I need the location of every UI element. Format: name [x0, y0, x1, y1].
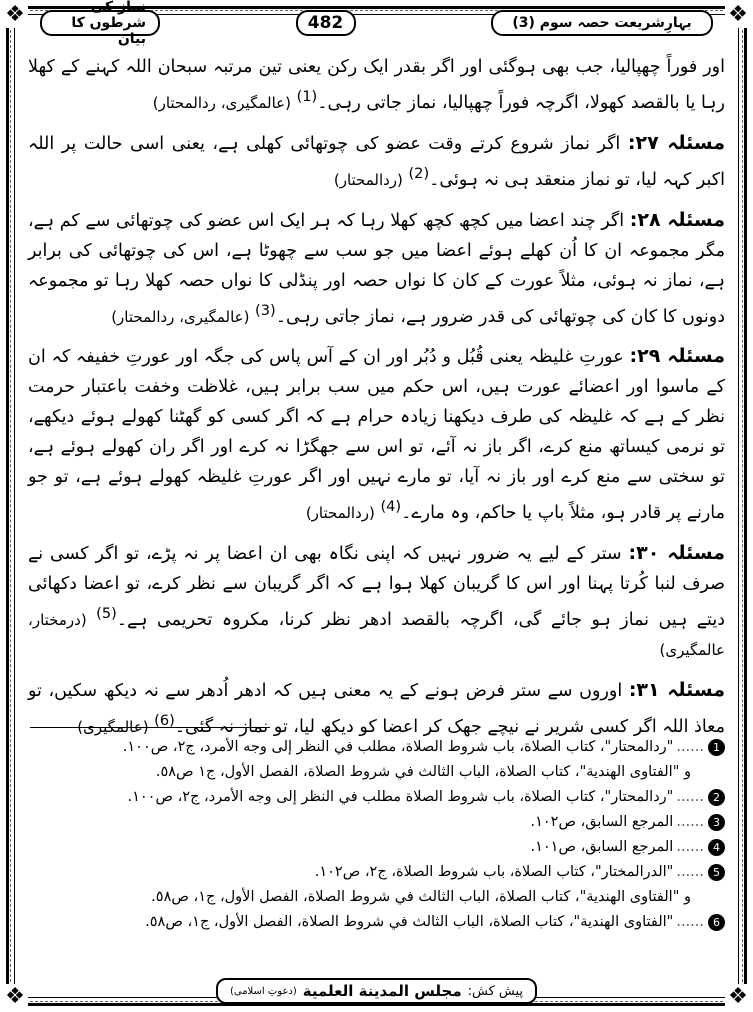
publisher-box — [216, 978, 537, 1004]
paragraph-text: عورتِ غلیظہ یعنی قُبُل و دُبُر اور ان کے آس پاس کی جگہ اور عورتِ خفیفہ کہ ان کے ماسوا اور اعضائے عورت ہیں، اس حکم میں سب برابر ہیں، غلاظت وخفت باعتبار حرمت نظر کے ہے کہ غلیظہ کی طرف دیکھنا زیادہ حرام ہے کہ اگر کسی کو گھٹنا کھولے ہوئے دیکھے، تو نرمی کیساتھ منع کرے، اگر باز نہ آئے، تو اس سے جھگڑا نہ کرے اور اگر ران کھولے ہوئے ہے، تو سختی سے منع کرے اور باز نہ آیا، تو مارے نہیں اور اگر عورتِ غلیظہ کھولے ہوئے ہے، تو جو مارنے پر قادر ہو، مثلاً باپ یا حاکم، وہ مارے۔ — [28, 347, 725, 524]
reference-source: (ردالمحتار) — [305, 504, 375, 523]
footnote-row — [28, 860, 725, 885]
paragraph-text: اگر چند اعضا میں کچھ کچھ کھلا رہا کہ ہر ایک اس عضو کی چوتھائی سے کم ہے، مگر مجموعہ ان کا اُن کھلے ہوئے اعضا میں جو سب سے چھوٹا ہے، اس کی چوتھائی کی برابر ہے، نماز نہ ہوئی، مثلاً عورت کے کان کا نواں حصہ اور پنڈلی کا نواں حصہ کھلا رہا تو مجموعہ دونوں کا کان کی چوتھائی کی قدر ضرور ہے، نماز جاتی رہی۔ — [28, 210, 725, 327]
footnote-number: 3 — [708, 814, 725, 831]
publisher-label: پیش کش: — [467, 983, 524, 999]
masla-label: مسئلہ ۲۹: — [629, 345, 725, 368]
footnote-marker: (2) — [408, 164, 430, 182]
masla-label: مسئلہ ۳۱: — [628, 679, 725, 702]
page-number: 482 — [296, 10, 356, 36]
footnote-text: المرجع السابق، ص١٠٢. — [530, 814, 674, 830]
leader-dots: ...... — [676, 789, 704, 805]
footnote-marker: (6) — [154, 712, 175, 730]
paragraph-text: اگر نماز شروع کرتے وقت عضو کی چوتھائی کھلی ہے، یعنی اسی حالت پر اللہ اکبر کہہ لیا، تو نماز منعقد ہی نہ ہوئی۔ — [28, 133, 725, 190]
footnote-row — [28, 885, 725, 910]
leader-dots: ...... — [676, 839, 704, 855]
page-header — [40, 0, 713, 47]
footnote-text: و "الفتاوى الهندية"، كتاب الصلاة، الباب الثالث في شروط الصلاة، الفصل الأول، ج١، ص٥٨. — [151, 889, 691, 905]
paragraph-text: اوروں سے ستر فرض ہونے کے یہ معنی ہیں کہ ادھر اُدھر سے نہ دیکھ سکیں، تو معاذ اللہ اگر کسی شریر نے نیچے جھک کر اعضا کو دیکھ لیا، تو نماز نہ گئی۔ — [28, 681, 725, 737]
publisher-name: مجلس المدينة العلمية — [302, 982, 462, 1000]
footnote-marker: (4) — [380, 498, 402, 516]
footnote-number: 1 — [708, 739, 725, 756]
footnote-number: 2 — [708, 789, 725, 806]
footnote-row — [28, 785, 725, 810]
footnote-text: "الفتاوى الهندية"، كتاب الصلاة، الباب الثالث في شروط الصلاة، الفصل الأول، ج١، ص٥٨. — [145, 914, 674, 930]
leader-dots: ...... — [676, 864, 704, 880]
paragraph-text: اور فوراً چھپالیا، جب بھی ہوگئی اور اگر بقدر ایک رکن یعنی تین مرتبہ سبحان اللہ کہنے کے کھلا رہا یا بالقصد کھولا، اگرچہ فوراً چھپالیا، نماز جاتی رہی۔ — [28, 57, 725, 113]
masla-paragraph — [28, 128, 725, 195]
footnote-row — [28, 735, 725, 760]
footnote-text: "ردالمحتار"، كتاب الصلاة، باب شروط الصلاة، مطلب في النظر إلى وجه الأمرد، ج٢، ص١٠٠. — [122, 739, 674, 755]
footnote-row — [28, 910, 725, 935]
leader-dots: ...... — [676, 739, 704, 755]
reference-source: (عالمگیری) — [77, 717, 149, 736]
footnote-marker: (5) — [96, 605, 117, 623]
masla-label: مسئلہ ۲۷: — [627, 131, 726, 154]
masla-label: مسئلہ ۳۰: — [628, 542, 726, 565]
footnote-divider — [30, 727, 270, 728]
masla-paragraph — [28, 52, 725, 118]
chapter-title: نماز کی شرطوں کا بیان — [40, 10, 160, 36]
footnote-marker: (1) — [296, 88, 318, 105]
footnote-number: 5 — [708, 864, 725, 881]
book-title: بہارِشریعت حصہ سوم (3) — [491, 10, 713, 36]
masla-paragraph — [28, 538, 725, 665]
masla-paragraph — [28, 205, 725, 332]
corner-ornament-icon: ❖ — [725, 2, 751, 28]
footnote-number: 6 — [708, 914, 725, 931]
reference-source: (عالمگیری، ردالمحتار) — [152, 93, 291, 112]
footnote-text: "الدرالمختار"، كتاب الصلاة، باب شروط الصلاة، ج٢، ص١٠٢. — [314, 864, 674, 880]
footnote-text: المرجع السابق، ص١٠١. — [530, 839, 674, 855]
footnote-row — [28, 835, 725, 860]
reference-source: (عالمگیری، ردالمحتار) — [111, 307, 250, 326]
publisher-subtitle: (دعوتِ اسلامی) — [229, 985, 297, 997]
masla-paragraph — [28, 341, 725, 528]
leader-dots: ...... — [676, 914, 704, 930]
footnote-row — [28, 810, 725, 835]
reference-source: (درمختار، عالمگیری) — [28, 611, 725, 660]
corner-ornament-icon: ❖ — [2, 2, 28, 28]
reference-source: (ردالمحتار) — [333, 170, 403, 189]
main-text — [28, 52, 725, 752]
footnote-marker: (3) — [255, 301, 276, 319]
masla-paragraph — [28, 675, 725, 742]
paragraph-text: ستر کے لیے یہ ضرور نہیں کہ اپنی نگاہ بھی ان اعضا پر نہ پڑے، تو اگر کسی نے صرف لنبا کُرتا پہنا اور اس کا گریبان کھلا ہوا ہے کہ اگر گریبان سے نظر کرے، تو اعضا دکھائی دیتے ہیں نماز ہو جائے گی، اگرچہ بالقصد ادھر نظر کرنا، مکروہ تحریمی ہے۔ — [28, 544, 725, 631]
footnote-text: و "الفتاوى الهندية"، كتاب الصلاة، الباب الثالث في شروط الصلاة، الفصل الأول، ج١ ص٥٨. — [155, 764, 691, 780]
corner-ornament-icon: ❖ — [2, 984, 28, 1010]
page-footer — [0, 978, 753, 1004]
footnote-row — [28, 760, 725, 785]
corner-ornament-icon: ❖ — [725, 984, 751, 1010]
footnotes — [28, 735, 725, 935]
footnote-number: 4 — [708, 839, 725, 856]
masla-label: مسئلہ ۲۸: — [629, 208, 725, 231]
footnote-text: "ردالمحتار"، كتاب الصلاة، باب شروط الصلاة مطلب في النظر إلى وجه الأمرد، ج٢، ص١٠٠. — [127, 789, 674, 805]
leader-dots: ...... — [676, 814, 704, 830]
